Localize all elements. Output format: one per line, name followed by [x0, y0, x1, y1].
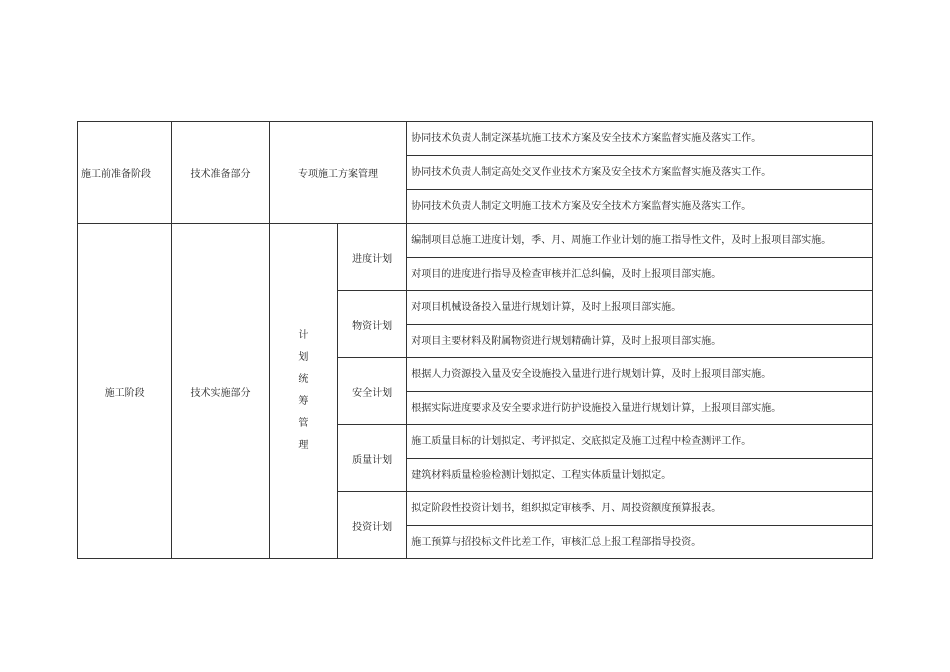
part-cell: 技术准备部分 [172, 122, 269, 224]
sub-plan-cell: 安全计划 [337, 358, 406, 425]
content-cell: 根据人力资源投入量及安全设施投入量进行进行规划计算，及时上报项目部实施。 [407, 358, 873, 392]
content-cell: 协同技术负责人制定文明施工技术方案及安全技术方案监督实施及落实工作。 [407, 190, 873, 224]
content-cell: 施工预算与招投标文件比差工作，审核汇总上报工程部指导投资。 [407, 526, 873, 559]
content-cell: 协同技术负责人制定深基坑施工技术方案及安全技术方案监督实施及落实工作。 [407, 122, 873, 156]
content-cell: 建筑材料质量检验检测计划拟定、工程实体质量计划拟定。 [407, 459, 873, 492]
content-cell: 协同技术负责人制定高处交叉作业技术方案及安全技术方案监督实施及落实工作。 [407, 156, 873, 190]
responsibility-table [77, 121, 873, 559]
sub-plan-cell: 投资计划 [337, 492, 406, 559]
sub-plan-cell: 质量计划 [337, 425, 406, 492]
stage-cell: 施工阶段 [78, 224, 172, 559]
management-cell: 专项施工方案管理 [269, 122, 407, 224]
content-cell: 对项目主要材料及附属物资进行规划精确计算，及时上报项目部实施。 [407, 325, 873, 358]
management-vertical-label: 计划统筹管理 [298, 330, 309, 451]
content-cell: 根据实际进度要求及安全要求进行防护设施投入量进行规划计算，上报项目部实施。 [407, 392, 873, 425]
sub-plan-cell: 物资计划 [337, 291, 406, 358]
table-row [78, 224, 873, 258]
part-cell: 技术实施部分 [172, 224, 269, 559]
stage-cell: 施工前准备阶段 [78, 122, 172, 224]
content-cell: 拟定阶段性投资计划书，组织拟定审核季、月、周投资额度预算报表。 [407, 492, 873, 526]
content-cell: 编制项目总施工进度计划，季、月、周施工作业计划的施工指导性文件，及时上报项目部实施。 [407, 224, 873, 258]
content-cell: 对项目机械设备投入量进行规划计算，及时上报项目部实施。 [407, 291, 873, 325]
content-cell: 施工质量目标的计划拟定、考评拟定、交底拟定及施工过程中检查测评工作。 [407, 425, 873, 459]
content-cell: 对项目的进度进行指导及检查审核并汇总纠偏，及时上报项目部实施。 [407, 258, 873, 291]
sub-plan-cell: 进度计划 [337, 224, 406, 291]
table-row [78, 122, 873, 156]
management-cell [269, 224, 337, 559]
